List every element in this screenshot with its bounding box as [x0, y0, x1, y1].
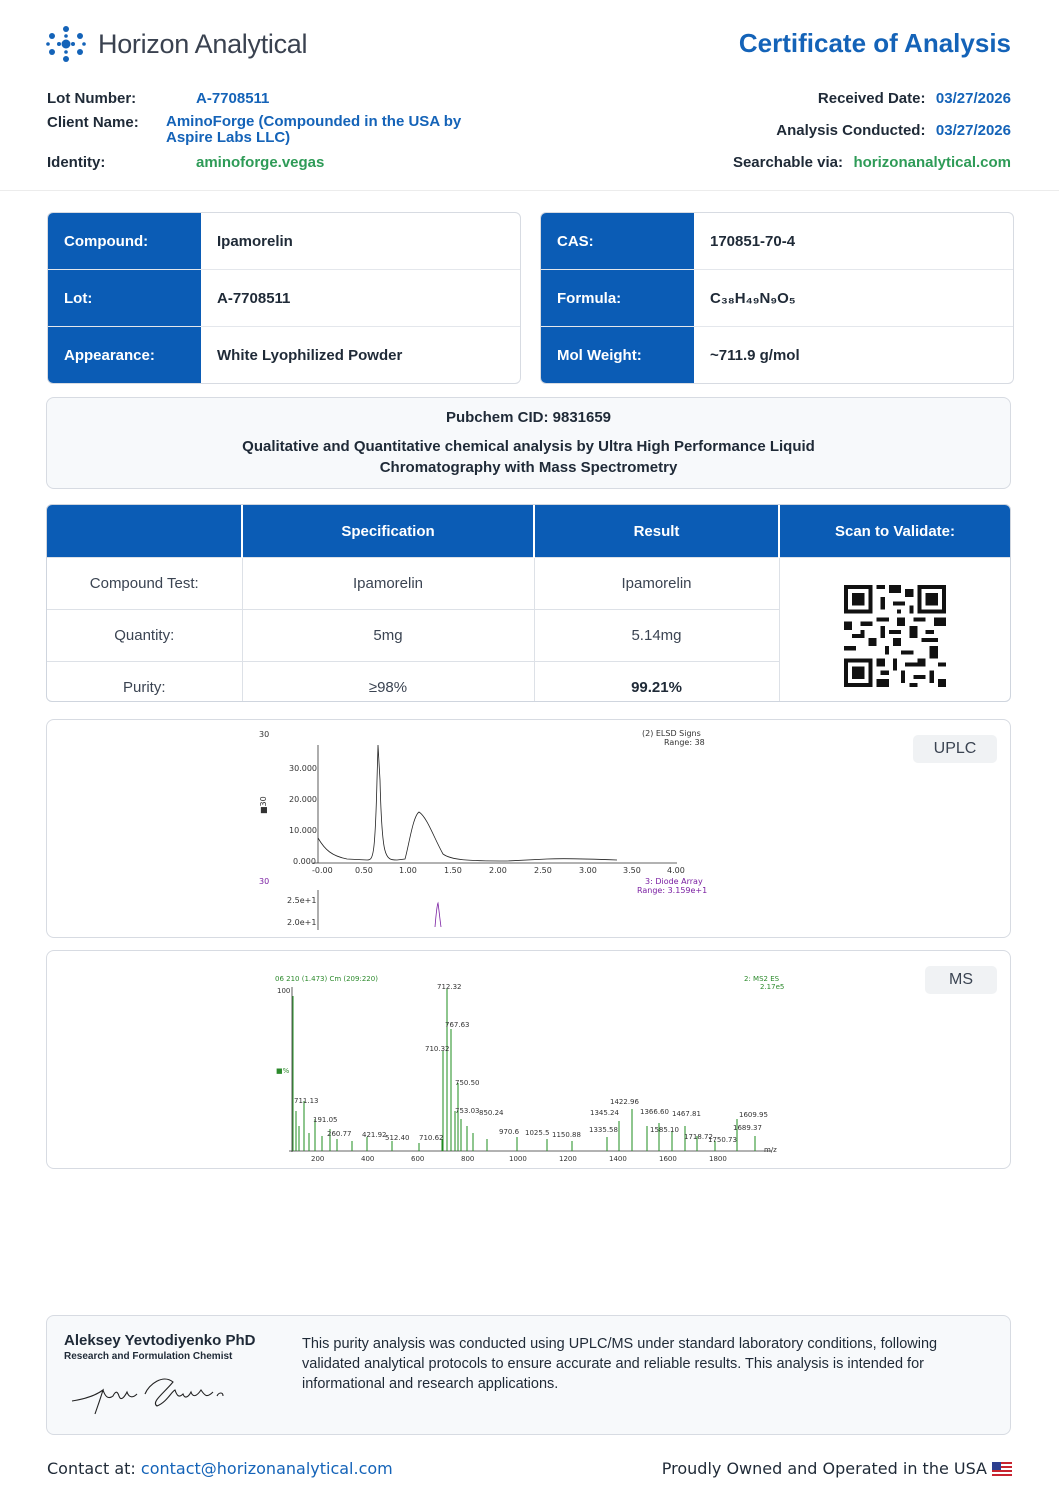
ms-peak-label: 710.32 [425, 1045, 450, 1053]
received-date-value: 03/27/2026 [935, 90, 1011, 107]
ms-peak-label: 1585.10 [650, 1126, 679, 1134]
ms-xtick: 1600 [659, 1155, 677, 1163]
row-result: 99.21% [534, 662, 779, 703]
signature-image [67, 1366, 227, 1418]
ms-peak-label: 1689.37 [733, 1124, 762, 1132]
uplc-xtick: 2.50 [534, 866, 552, 875]
info-key: Lot: [48, 270, 201, 326]
uplc-xtick: 3.00 [579, 866, 597, 875]
analysis-date-row [776, 122, 1011, 140]
row-spec: ≥98% [242, 662, 534, 703]
ms-peak-label: 753.03 [455, 1107, 480, 1115]
identity-label: Identity: [47, 154, 106, 171]
elsd-trace [318, 745, 617, 861]
brand-logo [46, 24, 307, 64]
info-value: C₃₈H₄₉N₉O₅ [710, 289, 796, 307]
uplc-lower-legend-2: Range: 3.159e+1 [637, 886, 708, 895]
table-row [47, 558, 1010, 610]
results-header-row [47, 505, 1010, 558]
results-header-scan: Scan to Validate: [779, 505, 1010, 558]
searchable-label: Searchable via: [732, 154, 843, 171]
identity-value[interactable]: aminoforge.vegas [196, 154, 325, 171]
us-flag-icon [992, 1462, 1012, 1476]
client-name-line1: AminoForge (Compounded in the USA by [166, 113, 462, 130]
ms-xtick: 1400 [609, 1155, 627, 1163]
info-key: Compound: [48, 213, 201, 269]
ms-xtick: 1800 [709, 1155, 727, 1163]
lot-number-label: Lot Number: [47, 90, 137, 107]
ms-peak-label: 1750.73 [708, 1136, 737, 1144]
brand-name: Horizon Analytical [98, 28, 308, 59]
analysis-date-label: Analysis Conducted: [776, 122, 926, 139]
info-key: Mol Weight: [541, 327, 694, 383]
ms-xtick: 200 [311, 1155, 325, 1163]
uplc-ytick: 0.000 [293, 857, 316, 866]
ms-header-left: 06 210 (1.473) Cm (209:220) [275, 975, 378, 983]
received-date-row [818, 90, 1011, 108]
results-header-specification: Specification [242, 505, 534, 558]
method-description: Qualitative and Quantitative chemical analysis by Ultra High Performance Liquid Chromatography with Mass Spectrometry [242, 438, 815, 476]
uplc-lower-left: 30 [259, 877, 270, 886]
ms-peak-label: 767.63 [445, 1021, 470, 1029]
row-label: Purity: [47, 662, 242, 703]
ms-peak-label: 850.24 [479, 1109, 504, 1117]
info-value: White Lyophilized Powder [217, 346, 403, 364]
uplc-top-left: 30 [259, 730, 270, 739]
contact-line [47, 1459, 393, 1478]
ms-peak-label: 1366.60 [640, 1108, 669, 1116]
compound-info-table [47, 212, 521, 384]
uplc-legend-1: (2) ELSD Signs [642, 729, 701, 738]
ms-peak-label: 711.13 [294, 1097, 319, 1105]
ms-peak-label: 512.40 [385, 1134, 410, 1142]
uplc-xtick: 4.00 [667, 866, 685, 875]
info-row-lot [48, 270, 520, 327]
client-name-label: Client Name: [47, 114, 139, 131]
uplc-lower-ytick: 2.0e+1 [287, 918, 317, 927]
ms-peaks [293, 989, 755, 1151]
ms-peak-label: 1609.95 [739, 1111, 768, 1119]
lot-number-value: A-7708511 [196, 90, 270, 107]
ms-peak-label: 421.92 [362, 1131, 387, 1139]
contact-email-link[interactable]: contact@horizonanalytical.com [140, 1459, 393, 1478]
uplc-xtick: 3.50 [623, 866, 641, 875]
contact-label: Contact at: [47, 1459, 136, 1478]
method-box [46, 397, 1011, 489]
ms-x-unit: m/z [764, 1146, 777, 1154]
uplc-lower-ytick: 2.5e+1 [287, 896, 317, 905]
uplc-xtick: 1.50 [444, 866, 462, 875]
ms-header-right-2: 2.17e5 [760, 983, 785, 991]
ms-peak-label: 260.77 [327, 1130, 352, 1138]
ms-peak-label: 191.05 [313, 1116, 338, 1124]
uplc-tag: UPLC [913, 735, 997, 763]
info-row-formula [541, 270, 1013, 327]
uplc-lower-legend-1: 3: Diode Array [645, 877, 703, 886]
qr-cell [779, 558, 1010, 703]
uplc-xtick: 2.00 [489, 866, 507, 875]
signature-box [46, 1315, 1011, 1435]
client-name-value [166, 114, 461, 146]
signer-title: Research and Formulation Chemist [64, 1351, 233, 1362]
ms-xtick: 1200 [559, 1155, 577, 1163]
ms-peak-label: 710.62 [419, 1134, 444, 1142]
qr-code-icon[interactable] [844, 585, 946, 687]
searchable-row [733, 154, 1011, 172]
client-name-line2: Aspire Labs LLC) [166, 129, 291, 146]
row-label: Compound Test: [47, 558, 242, 610]
info-key: Formula: [541, 270, 694, 326]
ms-xtick: 600 [411, 1155, 425, 1163]
ms-y-mid: ■% [276, 1067, 290, 1075]
uplc-legend-2: Range: 38 [664, 738, 705, 747]
info-row-mol-weight [541, 327, 1013, 383]
info-value: Ipamorelin [217, 232, 293, 250]
row-result: Ipamorelin [534, 558, 779, 610]
uplc-panel [46, 719, 1011, 938]
analysis-date-value: 03/27/2026 [935, 122, 1011, 139]
ms-peak-label: 712.32 [437, 983, 462, 991]
signer-name: Aleksey Yevtodiyenko PhD [64, 1332, 256, 1349]
results-table [46, 504, 1011, 702]
info-value: A-7708511 [217, 289, 291, 307]
ms-peak-label: 1718.72 [684, 1133, 713, 1141]
ms-xtick: 1000 [509, 1155, 527, 1163]
uplc-ytick: 10.000 [289, 826, 317, 835]
ms-peak-label: 1422.96 [610, 1098, 639, 1106]
uplc-xtick: -0.00 [312, 866, 333, 875]
row-spec: Ipamorelin [242, 558, 534, 610]
ms-peak-label: 1025.5 [525, 1129, 550, 1137]
ms-tag: MS [925, 966, 997, 994]
ms-y-top: 100 [277, 987, 291, 995]
results-header-blank [47, 505, 242, 558]
pubchem-cid: Pubchem CID: 9831659 [445, 409, 612, 426]
row-spec: 5mg [242, 610, 534, 662]
ms-panel [46, 950, 1011, 1169]
uplc-ytick: 20.000 [289, 795, 317, 804]
searchable-link[interactable]: horizonanalytical.com [853, 154, 1011, 171]
analysis-statement: This purity analysis was conducted using UPLC/MS under standard laboratory conditions, following validated analytical protocols to ensure accurate and reliable results. This analysis is intended for informational and research applications. [302, 1336, 938, 1392]
info-value: ~711.9 g/mol [710, 346, 800, 364]
header-divider [0, 190, 1059, 191]
info-row-appearance [48, 327, 520, 383]
info-row-compound [48, 213, 520, 270]
info-key: CAS: [541, 213, 694, 269]
ms-peak-label: 1345.24 [590, 1109, 619, 1117]
usa-line [662, 1459, 1012, 1478]
ms-peak-label: 750.50 [455, 1079, 480, 1087]
ms-spectrum [47, 951, 1010, 1168]
ms-peak-label: 1150.88 [552, 1131, 581, 1139]
chemical-info-table [540, 212, 1014, 384]
usa-text: Proudly Owned and Operated in the USA [661, 1459, 987, 1478]
document-title: Certificate of Analysis [738, 28, 1011, 58]
uplc-ytick: 30.000 [289, 764, 317, 773]
uplc-xtick: 1.00 [399, 866, 417, 875]
diode-array-trace [435, 903, 441, 927]
uplc-xtick: 0.50 [355, 866, 373, 875]
row-label: Quantity: [47, 610, 242, 662]
results-header-result: Result [534, 505, 779, 558]
uplc-ylabel: ■30 [259, 796, 268, 814]
row-result: 5.14mg [534, 610, 779, 662]
ms-peak-label: 1335.58 [589, 1126, 618, 1134]
ms-header-right-1: 2: MS2 ES [744, 975, 780, 983]
molecule-logo-icon [46, 24, 86, 64]
info-key: Appearance: [48, 327, 201, 383]
ms-xtick: 800 [461, 1155, 475, 1163]
received-date-label: Received Date: [817, 90, 926, 107]
info-value: 170851-70-4 [710, 232, 796, 250]
ms-peak-labels [294, 983, 768, 1144]
ms-peak-label: 1467.81 [672, 1110, 701, 1118]
ms-peak-label: 970.6 [499, 1128, 520, 1136]
info-row-cas [541, 213, 1013, 270]
uplc-chromatogram [47, 720, 1010, 937]
ms-xtick: 400 [361, 1155, 375, 1163]
ms-x-ticks [311, 1146, 777, 1163]
